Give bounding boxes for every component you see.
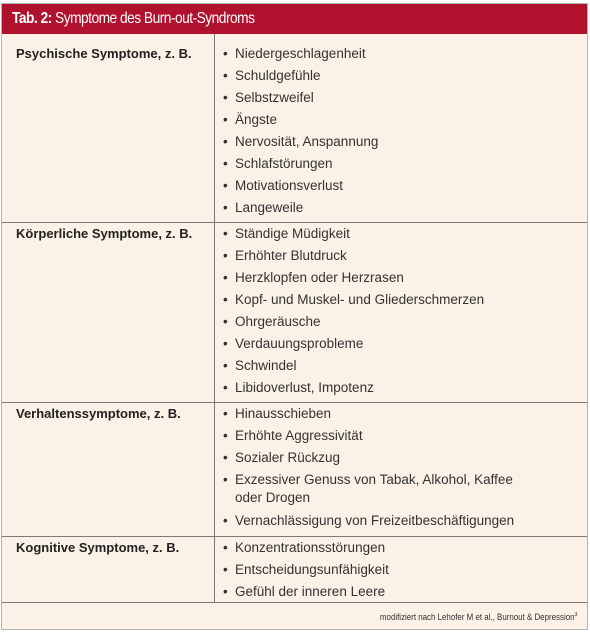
symptom-item: • Niedergeschlagenheit — [223, 46, 366, 61]
symptom-item: • Kopf- und Muskel- und Gliederschmerzen — [223, 292, 485, 307]
symptom-item: • Motivationsverlust — [223, 178, 344, 193]
symptom-item: • Entscheidungsunfähigkeit — [223, 562, 389, 577]
symptom-item: • Hinausschieben — [223, 406, 332, 421]
category-psychische: Psychische Symptome, z. B. — [16, 46, 192, 61]
row-divider — [2, 402, 587, 403]
symptom-item: • Konzentrationsstörungen — [223, 540, 386, 555]
category-koerperliche: Körperliche Symptome, z. B. — [16, 226, 193, 241]
category-verhalten: Verhaltenssymptome, z. B. — [16, 406, 181, 421]
symptom-item: • Erhöhte Aggressivität — [223, 428, 363, 443]
source-note: modifiziert nach Lehofer M et al., Burnout & Depression$^3$ — [379, 612, 577, 622]
symptom-item: • Langeweile — [223, 200, 304, 215]
table-title-prefix: Tab. 2: — [12, 10, 52, 27]
symptom-item: • Schlafstörungen — [223, 156, 333, 171]
symptom-table — [1, 3, 588, 630]
table-title — [12, 10, 254, 28]
symptom-item: • Libidoverlust, Impotenz — [223, 380, 374, 395]
symptom-item-continuation: oder Drogen — [235, 490, 311, 505]
symptom-item: • Exzessiver Genuss von Tabak, Alkohol, Kaffee oder Drogen — [223, 472, 513, 505]
symptom-item: • Nervosität, Anspannung — [223, 134, 379, 149]
symptom-item: • Selbstzweifel — [223, 90, 314, 105]
row-divider — [2, 222, 587, 223]
table-title-bar — [2, 4, 587, 34]
symptom-item: • Schuldgefühle — [223, 68, 321, 83]
symptom-item: • Ängste — [223, 112, 278, 127]
footer-divider — [2, 602, 587, 603]
symptom-item: • Verdauungsprobleme — [223, 336, 364, 351]
symptom-item: • Ohrgeräusche — [223, 314, 321, 329]
symptom-item: • Sozialer Rückzug — [223, 450, 341, 465]
column-separator — [214, 34, 215, 602]
symptom-item: • Gefühl der inneren Leere — [223, 584, 386, 599]
symptom-item: • Erhöhter Blutdruck — [223, 248, 347, 263]
source-reference: 3 — [574, 612, 577, 618]
row-divider — [2, 536, 587, 537]
symptom-item: • Vernachlässigung von Freizeitbeschäftigungen — [223, 513, 515, 528]
symptom-item: • Schwindel — [223, 358, 297, 373]
category-kognitive: Kognitive Symptome, z. B. — [16, 540, 180, 555]
symptom-item: • Herzklopfen oder Herzrasen — [223, 270, 404, 285]
table-title-text: Symptome des Burn-out-Syndroms — [55, 10, 255, 27]
symptom-item: • Ständige Müdigkeit — [223, 226, 350, 241]
